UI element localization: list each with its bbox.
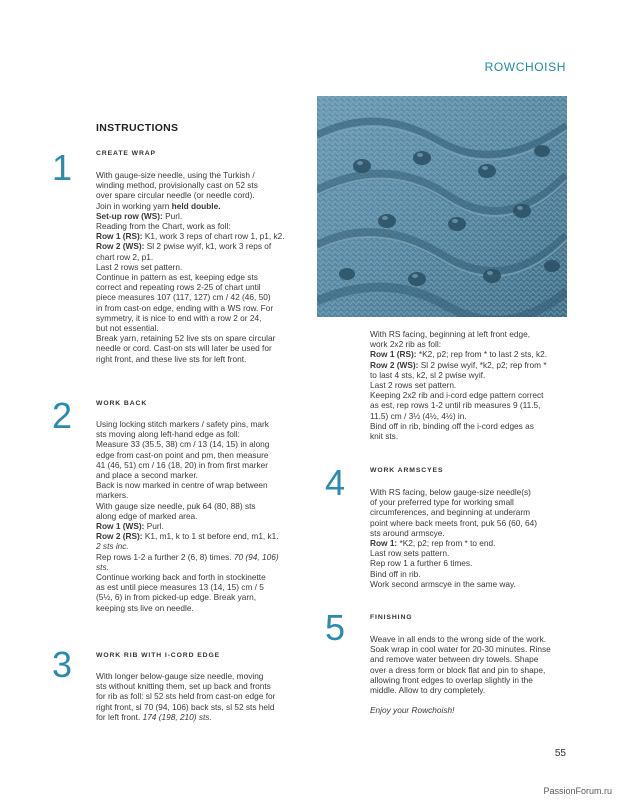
text-line: sts. bbox=[96, 561, 109, 572]
text-line: Break yarn, retaining 52 live sts on spare circular bbox=[96, 333, 276, 344]
text-line: circumferences, and beginning at underarm bbox=[370, 507, 531, 518]
text-run: Purl. bbox=[144, 521, 164, 532]
stitch-count: 174 (198, 210) sts. bbox=[142, 711, 212, 722]
text-line: knit sts. bbox=[370, 431, 399, 442]
text-line: over spare circular needle (or needle cord). bbox=[96, 190, 255, 201]
step-number-5: 5 bbox=[325, 607, 346, 648]
text-line: markers. bbox=[96, 490, 129, 501]
text-line: Back is now marked in centre of wrap between bbox=[96, 480, 268, 491]
text-line: sts around armscye. bbox=[370, 527, 445, 538]
text-line: work 2x2 rib as foll: bbox=[370, 339, 442, 350]
text-line: allowing front edges to overlap slightly in the bbox=[370, 674, 533, 685]
text-line: Work second armscye in the same way. bbox=[370, 578, 516, 589]
text-line: With RS facing, below gauge-size needle(s) bbox=[370, 487, 531, 497]
row-label: Row 2 (RS): bbox=[96, 531, 143, 542]
text-line: and remove water between dry towels. Shape bbox=[370, 654, 539, 665]
text-line: point where back meets front, puk 56 (60, 64) bbox=[370, 517, 537, 528]
emphasis-text: held double. bbox=[171, 200, 221, 211]
text-run: Sl 2 pwise wyif, k1, work 3 reps of bbox=[144, 241, 272, 252]
text-run: *K2, p2; rep from * to end. bbox=[397, 538, 496, 549]
text-line: With gauge size needle, puk 64 (80, 88) sts bbox=[96, 500, 256, 511]
text-line: With RS facing, beginning at left front edge, bbox=[370, 329, 531, 339]
text-line: Bind off in rib. bbox=[370, 568, 421, 579]
text-line: edge from cast-on point and pm, then measure bbox=[96, 449, 269, 460]
text-line: With gauge-size needle, using the Turkish / bbox=[96, 170, 255, 180]
text-line bbox=[96, 201, 285, 211]
row-label: Row 1 (RS): bbox=[96, 231, 143, 242]
watermark: PassionForum.ru bbox=[543, 786, 612, 796]
text-line: Soak wrap in cool water for 20-30 minutes. Rinse bbox=[370, 644, 551, 655]
text-line: Weave in all ends to the wrong side of the work. bbox=[370, 634, 547, 644]
text-run: K1, m1, k to 1 st before end, m1, k1. bbox=[142, 531, 279, 542]
step-number-2: 2 bbox=[52, 395, 73, 436]
text-line: Keeping 2x2 rib and i-cord edge pattern correct bbox=[370, 390, 544, 401]
step-3-body bbox=[96, 671, 275, 722]
closing-line: Enjoy your Rowchoish! bbox=[370, 705, 455, 716]
step-title-create-wrap: CREATE WRAP bbox=[96, 150, 156, 157]
text-line: for rib as foll: sl 52 sts held from cast-on edge for bbox=[96, 691, 276, 702]
text-run: Join in working yarn bbox=[96, 200, 172, 211]
text-run: K1, work 3 reps of chart row 1, p1, k2. bbox=[142, 231, 285, 242]
instructions-heading: INSTRUCTIONS bbox=[96, 122, 179, 134]
text-run: for left front. bbox=[96, 711, 143, 722]
text-line: 41 (46, 51) cm / 16 (18, 20) in from first marker bbox=[96, 459, 268, 470]
text-run: Rep rows 1-2 a further 2 (6, 8) times. bbox=[96, 551, 234, 562]
text-line: as est until piece measures 13 (14, 15) cm / 5 bbox=[96, 582, 264, 593]
text-line: correct and repeating rows 2-25 of chart until bbox=[96, 282, 261, 293]
text-line bbox=[96, 531, 279, 541]
text-line: Using locking stitch markers / safety pins, mark bbox=[96, 419, 269, 429]
text-line: 11.5) cm / 3½ (4½, 4½) in. bbox=[370, 410, 467, 421]
text-line bbox=[96, 241, 285, 251]
row-label: Row 2 (WS): bbox=[370, 359, 419, 370]
row-label: Set-up row (WS): bbox=[96, 210, 163, 221]
text-run: Sl 2 pwise wyif, *k2, p2; rep from * bbox=[418, 359, 547, 370]
text-line: Reading from the Chart, work as foll: bbox=[96, 221, 231, 232]
text-line: and place a second marker. bbox=[96, 470, 198, 481]
text-line bbox=[96, 521, 279, 531]
page-number: 55 bbox=[554, 748, 566, 759]
row-label: Row 1: bbox=[370, 538, 398, 549]
text-line: right front, and these live sts for left front. bbox=[96, 353, 247, 364]
step-title-work-rib: WORK RIB WITH I-CORD EDGE bbox=[96, 652, 221, 659]
knit-texture-image bbox=[317, 96, 567, 317]
step-5-body bbox=[370, 634, 551, 715]
step-3-continued-body bbox=[370, 329, 547, 441]
text-line: chart row 2, p1. bbox=[96, 251, 154, 262]
text-line: right front, sl 70 (94, 106) back sts, sl 52 sts held bbox=[96, 701, 275, 712]
text-line: Last 2 rows set pattern. bbox=[370, 380, 457, 391]
text-line bbox=[96, 712, 275, 722]
text-line: Bind off in rib, binding off the i-cord edges as bbox=[370, 420, 534, 431]
text-line: keeping sts live on needle. bbox=[96, 602, 194, 613]
text-line: Rep row 1 a further 6 times. bbox=[370, 558, 473, 569]
text-line: Continue working back and forth in stockinette bbox=[96, 572, 266, 583]
knit-texture-photo bbox=[317, 96, 567, 317]
text-line: in from cast-on edge, ending with a WS row. For bbox=[96, 302, 274, 313]
text-line: 2 sts inc. bbox=[96, 541, 129, 552]
text-line: Continue in pattern as est, keeping edge sts bbox=[96, 272, 258, 283]
text-line: Last row sets pattern. bbox=[370, 548, 450, 559]
text-line: as est, rep rows 1-2 until rib measures 9 (11.5, bbox=[370, 400, 541, 411]
pattern-name: ROWCHOISH bbox=[484, 60, 566, 74]
text-line bbox=[370, 349, 547, 359]
text-line: over a dress form or block flat and pin to shape, bbox=[370, 664, 546, 675]
step-number-4: 4 bbox=[325, 462, 346, 503]
step-4-body bbox=[370, 487, 537, 589]
text-line bbox=[370, 538, 537, 548]
text-line: needle or cord. Cast-on sts will later be used for bbox=[96, 343, 272, 354]
step-title-work-armscyes: WORK ARMSCYES bbox=[370, 467, 444, 474]
step-2-body bbox=[96, 419, 279, 613]
step-title-work-back: WORK BACK bbox=[96, 400, 148, 407]
text-line bbox=[96, 231, 285, 241]
text-line: sts moving along left-hand edge as foll: bbox=[96, 429, 240, 440]
text-line: winding method, provisionally cast on 52 sts bbox=[96, 180, 258, 191]
text-line: piece measures 107 (117, 127) cm / 42 (46, 50) bbox=[96, 292, 271, 303]
step-number-1: 1 bbox=[52, 147, 73, 188]
text-line bbox=[96, 552, 279, 562]
text-line: sts without knitting them, set up back and fronts bbox=[96, 681, 271, 692]
text-run: Purl. bbox=[162, 210, 183, 221]
text-line: Measure 33 (35.5, 38) cm / 13 (14, 15) in along bbox=[96, 439, 270, 450]
text-line bbox=[370, 360, 547, 370]
step-number-3: 3 bbox=[52, 644, 73, 685]
stitch-count: 70 (94, 106) bbox=[233, 551, 279, 562]
row-label: Row 1 (RS): bbox=[370, 349, 417, 360]
text-line: symmetry, it is nice to end with a row 2 or 24, bbox=[96, 312, 262, 323]
text-line: to last 4 sts, k2, sl 2 pwise wyif. bbox=[370, 369, 486, 380]
text-line: (5½, 6) in from picked-up edge. Break yarn, bbox=[96, 592, 257, 603]
text-line: but not essential. bbox=[96, 323, 159, 334]
text-line bbox=[96, 211, 285, 221]
row-label: Row 2 (WS): bbox=[96, 241, 145, 252]
text-run: *K2, p2; rep from * to last 2 sts, k2. bbox=[416, 349, 548, 360]
text-line: of your preferred type for working small bbox=[370, 497, 514, 508]
text-line: Last 2 rows set pattern. bbox=[96, 261, 183, 272]
text-line: middle. Allow to dry completely. bbox=[370, 685, 486, 696]
text-line: along edge of marked area. bbox=[96, 510, 198, 521]
text-line: With longer below-gauge size needle, moving bbox=[96, 671, 264, 681]
row-label: Row 1 (WS): bbox=[96, 521, 145, 532]
step-title-finishing: FINISHING bbox=[370, 614, 413, 621]
step-1-body bbox=[96, 170, 285, 364]
